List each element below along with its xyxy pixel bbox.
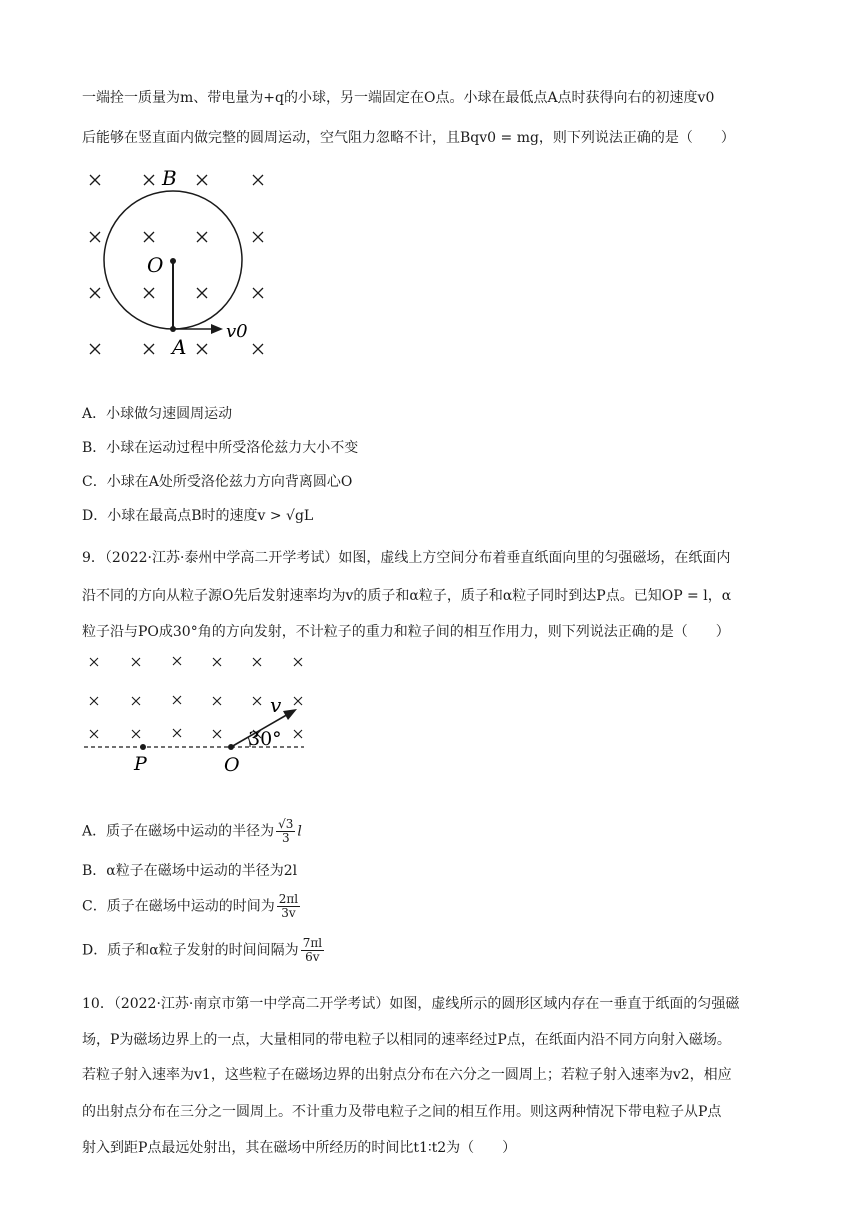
label-v: v [270, 693, 282, 717]
q8-figure [80, 165, 280, 365]
label-angle: 30° [248, 728, 282, 750]
q10-stem-line2: 场，P为磁场边界上的一点，大量相同的带电粒子以相同的速率经过P点，在纸面内沿不同方向射入磁场。 [82, 1032, 731, 1048]
q10-stem-line1: 10．（2022·江苏·南京市第一中学高二开学考试）如图，虚线所示的圆形区域内存在一垂直于纸面的匀强磁 [82, 996, 740, 1012]
label-o: O [147, 253, 164, 277]
q9-stem-line1: 9．（2022·江苏·泰州中学高二开学考试）如图，虚线上方空间分布着垂直纸面向里的匀强磁场，在纸面内 [82, 550, 731, 566]
point-p [140, 744, 146, 750]
pivot-point [170, 258, 176, 264]
q10-stem-line5: 射入到距P点最远处射出，其在磁场中所经历的时间比t1∶t2为（ ） [82, 1140, 517, 1156]
q9-stem-line3: 粒子沿与PO成30°角的方向发射，不计粒子的重力和粒子间的相互作用力，则下列说法正确的是（ ） [82, 624, 730, 640]
label-b: B [162, 166, 177, 190]
q9-option-b: B．α粒子在磁场中运动的半径为2l [82, 863, 298, 879]
q8-stem-line2: 后能够在竖直面内做完整的圆周运动，空气阻力忽略不计，且Bqv0 = mg，则下列说法正确的是（ ） [82, 130, 735, 146]
q10-stem-line3: 若粒子射入速率为v1，这些粒子在磁场边界的出射点分布在六分之一圆周上；若粒子射入速率为v2，相应 [82, 1067, 732, 1083]
q8-stem-line1: 一端拴一质量为m、带电量为+q的小球，另一端固定在O点。小球在最低点A点时获得向右的初速度v0 [82, 90, 715, 106]
q9-figure [82, 650, 312, 774]
q8-option-b: B．小球在运动过程中所受洛伦兹力大小不变 [82, 440, 359, 456]
q10-stem-line4: 的出射点分布在三分之一圆周上。不计重力及带电粒子之间的相互作用。则这两种情况下带电粒子从P点 [82, 1104, 722, 1120]
q9-option-d: D．质子和α粒子发射的时间间隔为 $\frac{7\pi l}{6v}$ [82, 936, 323, 964]
label-o: O [224, 754, 240, 774]
q8-option-a: A．小球做匀速圆周运动 [82, 406, 233, 422]
q9-option-c: C．质子在磁场中运动的时间为 $\frac{2\pi l}{3v}$ [82, 892, 299, 920]
q9-stem-line2: 沿不同的方向从粒子源O先后发射速率均为v的质子和α粒子，质子和α粒子同时到达P点。已知OP = l，α [82, 588, 732, 604]
q8-option-c: C．小球在A处所受洛伦兹力方向背离圆心O [82, 474, 353, 490]
q8-option-d: D．小球在最高点B时的速度v > √gL [82, 508, 314, 524]
label-v0: v0 [226, 321, 248, 342]
q9-option-a: A．质子在磁场中运动的半径为 $\frac{√3}{3}$ l [82, 817, 302, 845]
label-p: P [134, 753, 147, 774]
label-a: A [172, 335, 187, 359]
